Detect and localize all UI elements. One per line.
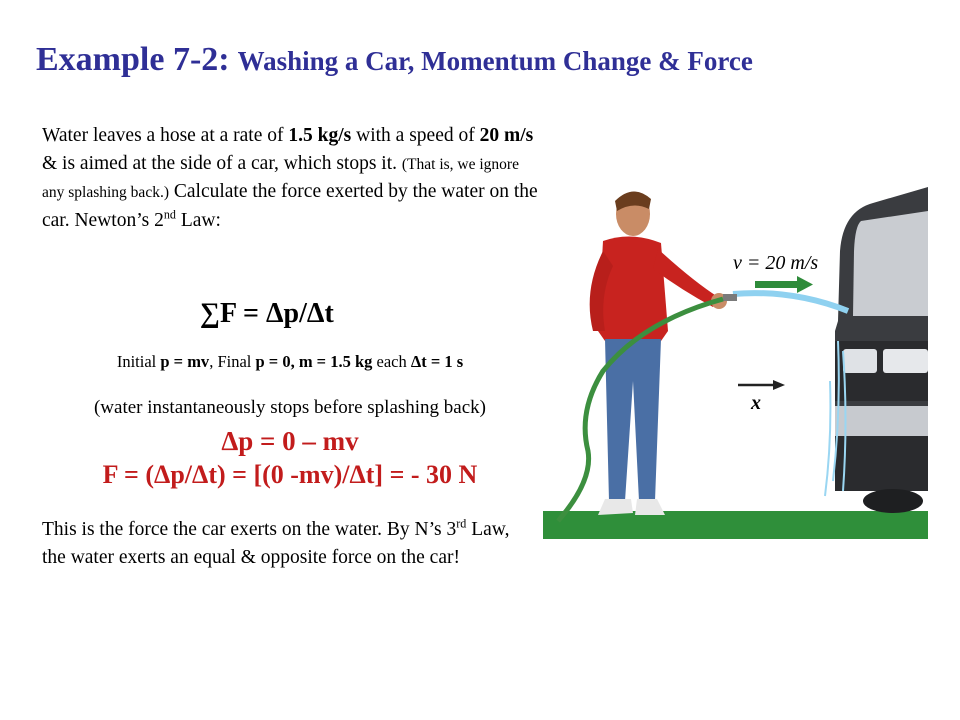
- problem-text-4: Calculate the force exerted by the water on the car. Newton’s 2: [42, 181, 538, 231]
- problem-statement: [42, 122, 542, 234]
- splash-note: (That is, we ignore any splashing back.): [42, 155, 519, 201]
- ordinal-nd: nd: [163, 207, 176, 221]
- problem-text-2: with a speed of: [351, 125, 480, 146]
- ordinal-rd: rd: [456, 516, 467, 531]
- given-initial-momentum: p = mv: [160, 352, 210, 371]
- tire: [863, 489, 923, 513]
- nozzle: [723, 294, 737, 301]
- car-washing-illustration: [543, 181, 928, 539]
- slide-title: [36, 40, 936, 81]
- water-speed: 20 m/s: [479, 125, 534, 146]
- conclusion-text-1: This is the force the car exerts on the water. By N’s 3: [42, 519, 457, 540]
- conclusion-text-2: Law, the water exerts an equal & opposite force on the car!: [42, 519, 510, 568]
- water-stream: [733, 293, 848, 311]
- grass: [543, 511, 928, 539]
- title-topic: Washing a Car, Momentum Change & Force: [237, 46, 753, 76]
- problem-text-5: Law:: [175, 209, 221, 231]
- title-example-number: Example 7-2:: [36, 41, 230, 78]
- velocity-label: v = 20 m/s: [733, 252, 819, 274]
- force-result-equation: F = (Δp/Δt) = [(0 -mv)/Δt] = - 30 N: [102, 460, 478, 489]
- given-text-3: , Final: [209, 352, 256, 371]
- bumper: [835, 406, 928, 436]
- given-values: [40, 352, 540, 372]
- problem-text-1: Water leaves a hose at a rate of: [42, 125, 289, 146]
- given-text-5: each: [372, 352, 411, 371]
- person-washing-car: [590, 191, 737, 515]
- right-shoe: [635, 499, 665, 515]
- problem-text-3: & is aimed at the side of a car, which stops it.: [42, 152, 402, 174]
- given-time: Δt = 1 s: [410, 352, 464, 371]
- left-shoe: [598, 499, 633, 515]
- flow-rate: 1.5 kg/s: [288, 125, 352, 146]
- car: [835, 187, 928, 513]
- given-text-1: Initial: [116, 352, 161, 371]
- x-axis-arrow: [738, 380, 785, 390]
- jeans: [605, 339, 661, 501]
- windshield: [853, 211, 928, 316]
- conclusion-text: [42, 516, 532, 571]
- headlight: [843, 349, 877, 373]
- newton-second-law-equation: ∑F = Δp/Δt: [200, 298, 334, 329]
- x-axis-label: x: [751, 392, 761, 414]
- given-final-values: p = 0, m = 1.5 kg: [255, 352, 373, 371]
- delta-p-equation: Δp = 0 – mv: [221, 426, 359, 456]
- instant-stop-note: (water instantaneously stops before splashing back): [93, 397, 487, 418]
